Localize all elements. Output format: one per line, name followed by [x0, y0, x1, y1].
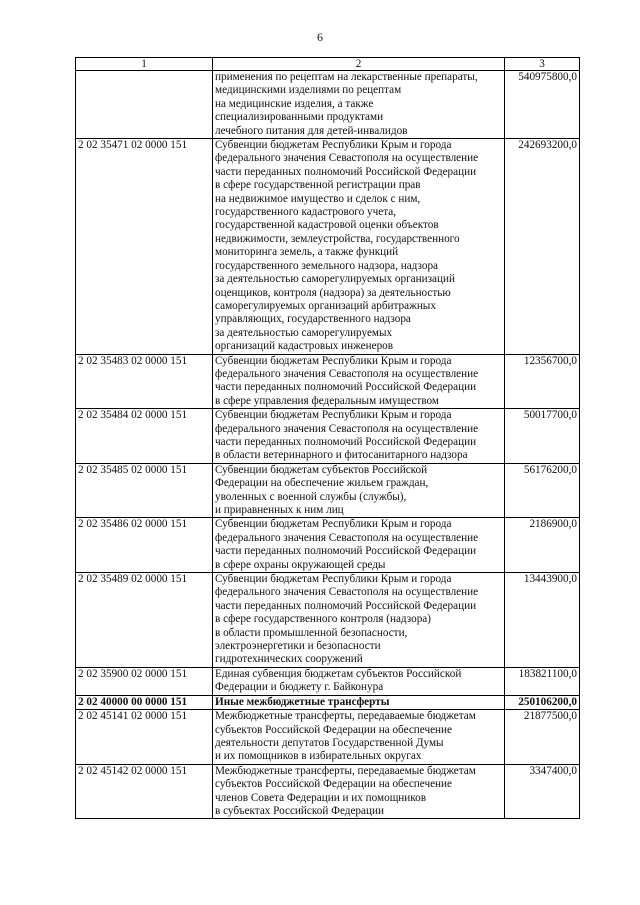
page-number: 6 — [317, 30, 323, 44]
table-header — [76, 58, 580, 71]
column-header-amount: 3 — [505, 58, 580, 71]
description-cell: Субвенции бюджетам Республики Крым и города федерального значения Севастополя на осуществление части переданных полномочий Российской Федерации в сфере охраны окружающей среды — [213, 518, 505, 573]
table-row — [76, 518, 580, 573]
table-row — [76, 695, 580, 709]
amount-cell: 242693200,0 — [505, 139, 580, 355]
column-header-code: 1 — [76, 58, 213, 71]
table-row — [76, 764, 580, 819]
table-row — [76, 667, 580, 695]
budget-code-cell: 2 02 45141 02 0000 151 — [76, 710, 213, 765]
amount-cell: 3347400,0 — [505, 764, 580, 819]
budget-code-cell: 2 02 35900 02 0000 151 — [76, 667, 213, 695]
amount-cell: 2186900,0 — [505, 518, 580, 573]
table-row — [76, 354, 580, 409]
description-cell: Межбюджетные трансферты, передаваемые бюджетам субъектов Российской Федерации на обеспечение деятельности депутатов Государственной Думы и их помощников в избирательных округах — [213, 710, 505, 765]
amount-cell: 13443900,0 — [505, 573, 580, 668]
budget-code-cell: 2 02 35485 02 0000 151 — [76, 463, 213, 518]
amount-cell: 12356700,0 — [505, 354, 580, 409]
table-row — [76, 573, 580, 668]
description-cell: Единая субвенция бюджетам субъектов Российской Федерации и бюджету г. Байконура — [213, 667, 505, 695]
budget-table — [75, 57, 580, 819]
column-header-description: 2 — [213, 58, 505, 71]
table-row — [76, 139, 580, 355]
table-row — [76, 71, 580, 139]
table-row — [76, 710, 580, 765]
budget-code-cell: 2 02 35471 02 0000 151 — [76, 139, 213, 355]
budget-code-cell: 2 02 35489 02 0000 151 — [76, 573, 213, 668]
amount-cell: 540975800,0 — [505, 71, 580, 139]
description-cell: Субвенции бюджетам Республики Крым и города федерального значения Севастополя на осуществление части переданных полномочий Российской Федерации в сфере управления федеральным имуществом — [213, 354, 505, 409]
amount-cell: 250106200,0 — [505, 695, 580, 709]
budget-code-cell: 2 02 45142 02 0000 151 — [76, 764, 213, 819]
description-cell: применения по рецептам на лекарственные препараты, медицинскими изделиями по рецептам на медицинские изделия, а также специализированными продуктами лечебного питания для детей-инвалидов — [213, 71, 505, 139]
table-body — [76, 71, 580, 819]
budget-code-cell — [76, 71, 213, 139]
amount-cell: 56176200,0 — [505, 463, 580, 518]
description-cell: Субвенции бюджетам субъектов Российской Федерации на обеспечение жильем граждан, уволенных с военной службы (службы), и приравненных к ним лиц — [213, 463, 505, 518]
amount-cell: 21877500,0 — [505, 710, 580, 765]
budget-code-cell: 2 02 35483 02 0000 151 — [76, 354, 213, 409]
description-cell: Субвенции бюджетам Республики Крым и города федерального значения Севастополя на осуществление части переданных полномочий Российской Федерации в сфере государственного контроля (надзора) в области промышленной безопасности, электроэнергетики и безопасности гидротехнических сооружений — [213, 573, 505, 668]
budget-code-cell: 2 02 35484 02 0000 151 — [76, 409, 213, 464]
amount-cell: 50017700,0 — [505, 409, 580, 464]
description-cell: Субвенции бюджетам Республики Крым и города федерального значения Севастополя на осуществление части переданных полномочий Российской Федерации в области ветеринарного и фитосанитарного надзора — [213, 409, 505, 464]
budget-code-cell: 2 02 35486 02 0000 151 — [76, 518, 213, 573]
description-cell: Субвенции бюджетам Республики Крым и города федерального значения Севастополя на осуществление части переданных полномочий Российской Федерации в сфере государственной регистрации прав на недвижимое имущество и сделок с ним, государственного кадастрового учета, государственной кадастровой оценки объектов недвижимости, землеустройства, государственного мониторинга земель, а также функций государственного земельного надзора, надзора за деятельностью саморегулируемых организаций оценщиков, контроля (надзора) за деятельностью саморегулируемых организаций арбитражных управляющих, государственного надзора за деятельностью саморегулируемых организаций кадастровых инженеров — [213, 139, 505, 355]
budget-code-cell: 2 02 40000 00 0000 151 — [76, 695, 213, 709]
table-row — [76, 463, 580, 518]
header-row — [76, 58, 580, 71]
table-row — [76, 409, 580, 464]
description-cell: Межбюджетные трансферты, передаваемые бюджетам субъектов Российской Федерации на обеспечение членов Совета Федерации и их помощников в субъектах Российской Федерации — [213, 764, 505, 819]
description-cell: Иные межбюджетные трансферты — [213, 695, 505, 709]
amount-cell: 183821100,0 — [505, 667, 580, 695]
